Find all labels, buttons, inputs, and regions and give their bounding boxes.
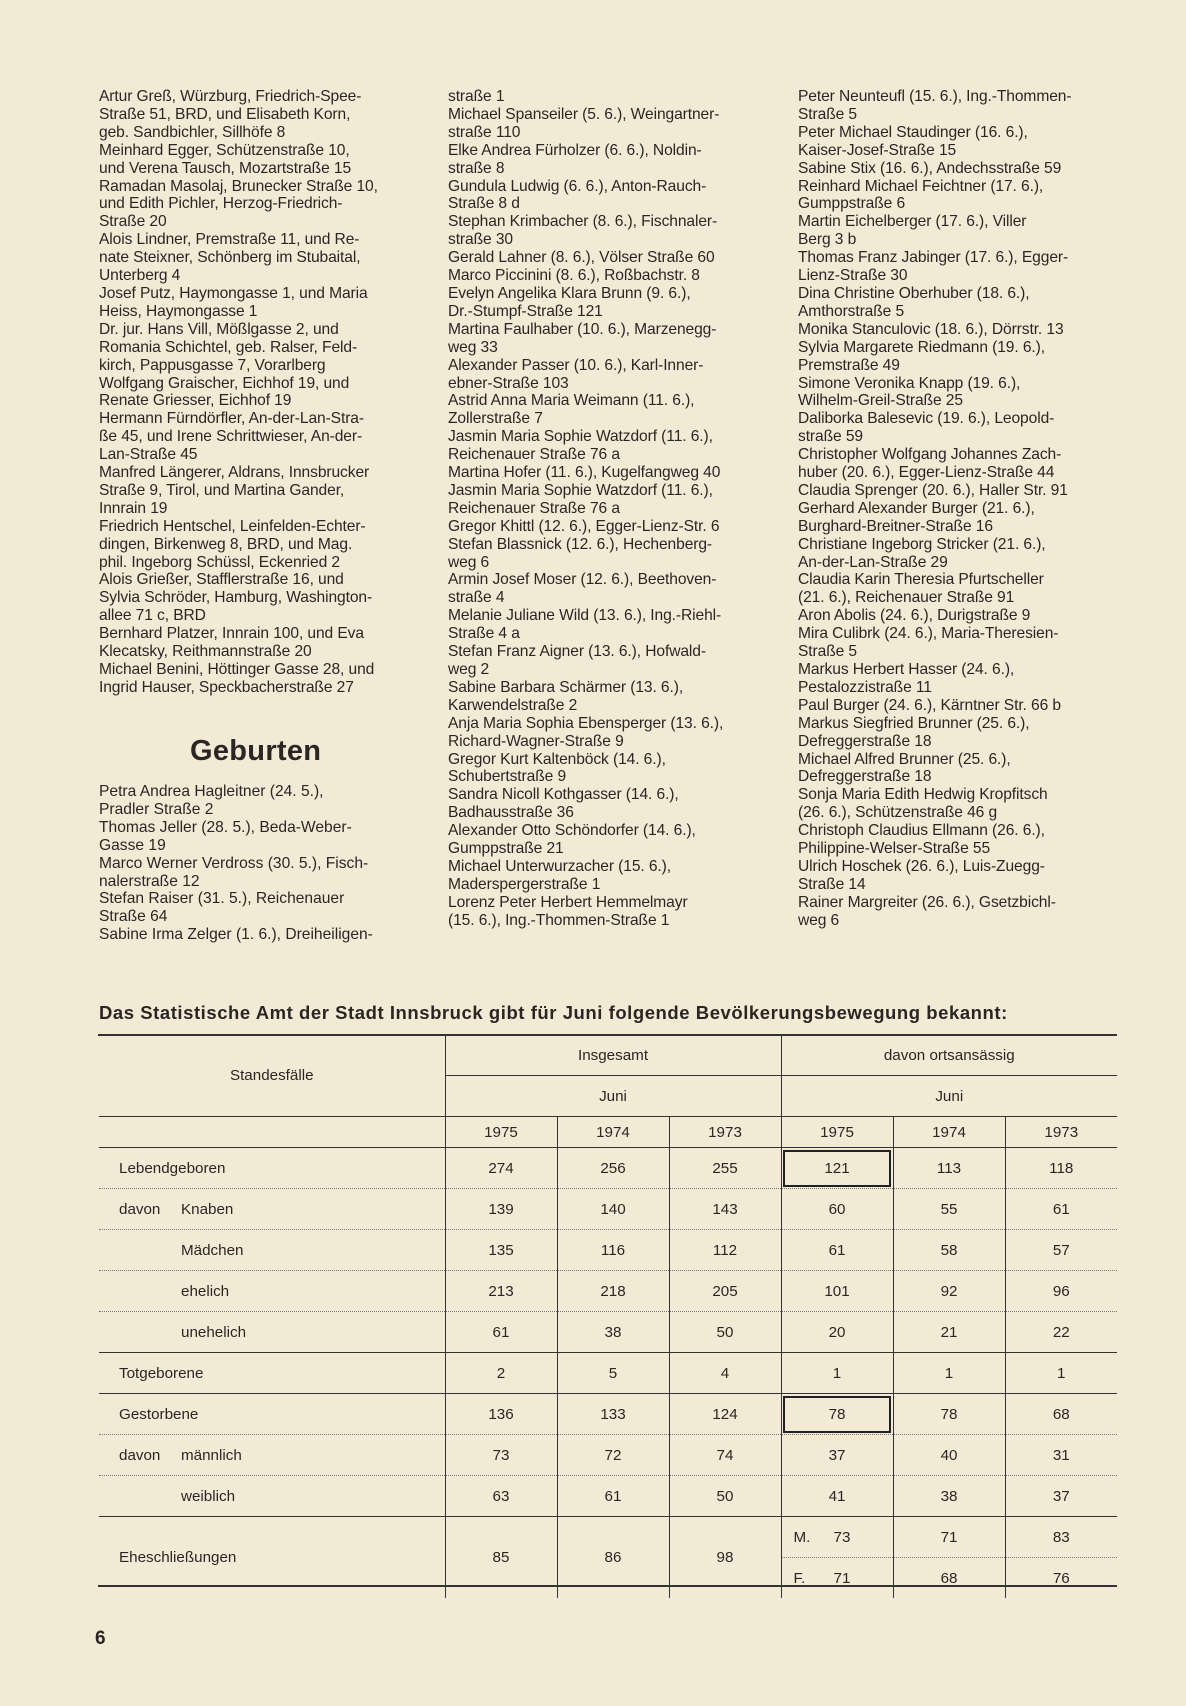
marriage-entry-line: Manfred Längerer, Aldrans, Innsbrucker: [99, 464, 370, 482]
row-label: [99, 1230, 445, 1271]
birth-entry-line: Gundula Ludwig (6. 6.), Anton-Rauch-: [448, 177, 707, 195]
birth-entry-line: straße 59: [798, 428, 863, 446]
marriage-entry-line: Straße 20: [99, 213, 167, 231]
marriage-entry-line: phil. Ingeborg Schüssl, Eckenried 2: [99, 553, 340, 571]
table-cell: 61: [557, 1476, 669, 1517]
birth-entry-line: Christopher Wolfgang Johannes Zach-: [798, 446, 1062, 464]
birth-entry-line: Sabine Irma Zelger (1. 6.), Dreiheiligen-: [99, 926, 373, 944]
table-cell: [893, 1558, 1005, 1599]
table-row: [99, 1271, 1117, 1312]
birth-entry-line: Richard-Wagner-Straße 9: [448, 732, 624, 750]
birth-entry-line: Gumppstraße 21: [448, 840, 564, 858]
birth-entry-line: Alexander Otto Schöndorfer (14. 6.),: [448, 822, 696, 840]
marriage-entry-line: Unterberg 4: [99, 267, 181, 285]
birth-entry-line: Petra Andrea Hagleitner (24. 5.),: [99, 783, 324, 800]
row-label-text: Totgeborene: [119, 1364, 204, 1382]
month-header-local: Juni: [781, 1076, 1117, 1117]
marriage-entry-line: Klecatsky, Reithmannstraße 20: [99, 643, 312, 661]
birth-entry-line: straße 1: [448, 88, 505, 105]
birth-entry-line: Ulrich Hoschek (26. 6.), Luis-Zuegg-: [798, 857, 1045, 875]
birth-entry-line: Philippine-Welser-Straße 55: [798, 840, 991, 858]
birth-entry-line: Rainer Margreiter (26. 6.), Gsetzbichl-: [798, 893, 1056, 911]
birth-entry-line: Jasmin Maria Sophie Watzdorf (11. 6.),: [448, 428, 713, 446]
table-cell: 205: [669, 1271, 781, 1312]
birth-entry-line: Amthorstraße 5: [798, 302, 905, 320]
birth-entry-line: (21. 6.), Reichenauer Straße 91: [798, 589, 1015, 607]
table-cell: [1005, 1558, 1117, 1599]
insgesamt-header: Insgesamt: [445, 1035, 781, 1076]
table-cell: 213: [445, 1271, 557, 1312]
birth-entry-line: Badhausstraße 36: [448, 804, 574, 822]
table-cell: 124: [669, 1394, 781, 1435]
marriage-entry-line: Romania Schichtel, geb. Ralser, Feld-: [99, 338, 358, 356]
birth-entry-line: huber (20. 6.), Egger-Lienz-Straße 44: [798, 464, 1055, 482]
birth-entry-line: Christoph Claudius Ellmann (26. 6.),: [798, 822, 1045, 840]
table-cell: 78: [781, 1394, 893, 1435]
birth-entry-line: weg 33: [448, 338, 498, 356]
marriage-entry-line: Alois Lindner, Premstraße 11, und Re-: [99, 231, 360, 249]
births-column-start: [99, 783, 417, 944]
marriage-entry-line: Bernhard Platzer, Innrain 100, und Eva: [99, 625, 364, 643]
table-cell: 1: [1005, 1353, 1117, 1394]
table-cell: 37: [781, 1435, 893, 1476]
birth-entry-line: Martin Eichelberger (17. 6.), Viller: [798, 213, 1027, 231]
marriage-entry-line: kirch, Pappusgasse 7, Vorarlberg: [99, 356, 326, 374]
year-header: 1974: [893, 1117, 1005, 1148]
birth-entry-line: Stefan Franz Aigner (13. 6.), Hofwald-: [448, 643, 706, 661]
year-header: 1974: [557, 1117, 669, 1148]
birth-entry-line: Christiane Ingeborg Stricker (21. 6.),: [798, 535, 1046, 553]
sex-value: 68: [940, 1569, 958, 1587]
row-label-text: Knaben: [181, 1200, 234, 1218]
birth-entry-line: Pradler Straße 2: [99, 800, 214, 818]
marriage-entry-line: Sylvia Schröder, Hamburg, Washington-: [99, 589, 373, 607]
table-cell: 121: [781, 1148, 893, 1189]
table-row: [99, 1517, 1117, 1558]
birth-entry-line: Markus Herbert Hasser (24. 6.),: [798, 661, 1015, 678]
birth-entry-line: straße 30: [448, 231, 513, 249]
marriage-entry-line: ße 45, und Irene Schrittwieser, An-der-: [99, 428, 363, 446]
birth-entry-line: Martina Faulhaber (10. 6.), Marzenegg-: [448, 320, 717, 338]
year-header: 1973: [1005, 1117, 1117, 1148]
table-cell: 2: [445, 1353, 557, 1394]
table-row: [99, 1189, 1117, 1230]
birth-entry-line: Michael Spanseiler (5. 6.), Weingartner-: [448, 105, 720, 123]
table-cell: 136: [445, 1394, 557, 1435]
birth-entry-line: straße 4: [448, 589, 505, 607]
row-label: [99, 1435, 445, 1476]
standesfaelle-header: Standesfälle: [99, 1035, 445, 1117]
birth-entry-line: Dr.-Stumpf-Straße 121: [448, 302, 603, 320]
marriage-entry-line: Artur Greß, Würzburg, Friedrich-Spee-: [99, 88, 362, 105]
birth-entry-line: Paul Burger (24. 6.), Kärntner Str. 66 b: [798, 696, 1061, 714]
birth-entry-line: Monika Stanculovic (18. 6.), Dörrstr. 13: [798, 320, 1064, 338]
row-label-text: Gestorbene: [119, 1405, 199, 1423]
birth-entry-line: weg 6: [798, 911, 840, 929]
marriage-entry-line: Alois Grießer, Stafflerstraße 16, und: [99, 571, 344, 589]
birth-entry-line: Sabine Barbara Schärmer (13. 6.),: [448, 678, 684, 696]
table-cell: 101: [781, 1271, 893, 1312]
marriage-entry-line: Josef Putz, Haymongasse 1, und Maria: [99, 284, 368, 302]
birth-entry-line: Elke Andrea Fürholzer (6. 6.), Noldin-: [448, 141, 702, 159]
birth-entry-line: Peter Michael Staudinger (16. 6.),: [798, 123, 1028, 141]
birth-entry-line: Astrid Anna Maria Weimann (11. 6.),: [448, 392, 695, 410]
table-cell: 256: [557, 1148, 669, 1189]
table-row: [99, 1476, 1117, 1517]
birth-entry-line: Berg 3 b: [798, 231, 857, 249]
table-cell: 5: [557, 1353, 669, 1394]
sex-prefix: M.: [793, 1528, 811, 1546]
marriage-entry-line: Heiss, Haymongasse 1: [99, 302, 258, 320]
births-heading: Geburten: [190, 735, 322, 767]
table-row: [99, 1148, 1117, 1189]
birth-entry-line: Straße 5: [798, 105, 858, 123]
marriage-entry-line: Straße 51, BRD, und Elisabeth Korn,: [99, 105, 351, 123]
birth-entry-line: Stefan Raiser (31. 5.), Reichenauer: [99, 890, 345, 908]
birth-entry-line: Reichenauer Straße 76 a: [448, 446, 620, 464]
page-number: 6: [95, 1628, 106, 1649]
marriage-entry-line: Dr. jur. Hans Vill, Mößlgasse 2, und: [99, 320, 339, 338]
table-cell: 274: [445, 1148, 557, 1189]
table-cell: 21: [893, 1312, 1005, 1353]
births-column-3: [798, 88, 1116, 930]
table-cell: 113: [893, 1148, 1005, 1189]
table-cell: 85: [445, 1517, 557, 1599]
birth-entry-line: Stefan Blassnick (12. 6.), Hechenberg-: [448, 535, 713, 553]
table-cell: 58: [893, 1230, 1005, 1271]
table-cell: 1: [893, 1353, 1005, 1394]
birth-entry-line: straße 8: [448, 159, 505, 177]
marriage-entry-line: und Verena Tausch, Mozartstraße 15: [99, 159, 352, 177]
birth-entry-line: Alexander Passer (10. 6.), Karl-Inner-: [448, 356, 704, 374]
marriage-entry-line: geb. Sandbichler, Sillhöfe 8: [99, 123, 286, 141]
table-cell: 61: [1005, 1189, 1117, 1230]
table-cell: 72: [557, 1435, 669, 1476]
row-label-text: ehelich: [181, 1282, 230, 1300]
table-cell: 57: [1005, 1230, 1117, 1271]
marriage-entry-line: dingen, Birkenweg 8, BRD, und Mag.: [99, 535, 353, 553]
table-cell: 22: [1005, 1312, 1117, 1353]
table-cell: 140: [557, 1189, 669, 1230]
birth-entry-line: Gregor Kurt Kaltenböck (14. 6.),: [448, 750, 666, 768]
sex-value: 71: [940, 1528, 958, 1546]
table-cell: 86: [557, 1517, 669, 1599]
table-cell: 118: [1005, 1148, 1117, 1189]
table-cell: 40: [893, 1435, 1005, 1476]
birth-entry-line: Simone Veronika Knapp (19. 6.),: [798, 374, 1021, 392]
table-cell: 143: [669, 1189, 781, 1230]
marriage-entry-line: Lan-Straße 45: [99, 446, 198, 464]
table-cell: 41: [781, 1476, 893, 1517]
birth-entry-line: Thomas Jeller (28. 5.), Beda-Weber-: [99, 818, 352, 836]
table-row: [99, 1230, 1117, 1271]
marriage-entry-line: Hermann Fürndörfler, An-der-Lan-Stra-: [99, 410, 364, 428]
table-row: [99, 1312, 1117, 1353]
row-prefix: davon: [119, 1200, 161, 1218]
row-label: [99, 1312, 445, 1353]
year-header: 1975: [445, 1117, 557, 1148]
table-cell: 20: [781, 1312, 893, 1353]
birth-entry-line: Gerald Lahner (8. 6.), Völser Straße 60: [448, 249, 715, 267]
sex-value: 83: [1052, 1528, 1070, 1546]
table-row: [99, 1394, 1117, 1435]
row-label: Eheschließungen: [119, 1549, 237, 1566]
birth-entry-line: Aron Abolis (24. 6.), Durigstraße 9: [798, 607, 1031, 625]
birth-entry-line: Straße 5: [798, 643, 858, 661]
year-header: 1975: [781, 1117, 893, 1148]
sex-value: 71: [833, 1569, 851, 1587]
birth-entry-line: (15. 6.), Ing.-Thommen-Straße 1: [448, 911, 670, 929]
table-cell: 55: [893, 1189, 1005, 1230]
table-cell: 61: [445, 1312, 557, 1353]
table-cell: 68: [1005, 1394, 1117, 1435]
row-label: [99, 1189, 445, 1230]
birth-entry-line: weg 6: [448, 553, 490, 571]
birth-entry-line: Straße 4 a: [448, 625, 520, 643]
table-row: [99, 1435, 1117, 1476]
month-header-total: Juni: [445, 1076, 781, 1117]
birth-entry-line: Anja Maria Sophia Ebensperger (13. 6.),: [448, 714, 724, 732]
birth-entry-line: Maderspergerstraße 1: [448, 875, 601, 893]
table-cell: [781, 1558, 893, 1599]
sex-prefix: F.: [793, 1569, 806, 1587]
birth-entry-line: Reinhard Michael Feichtner (17. 6.),: [798, 177, 1044, 195]
birth-entry-line: Markus Siegfried Brunner (25. 6.),: [798, 714, 1030, 732]
birth-entry-line: Marco Werner Verdross (30. 5.), Fisch-: [99, 854, 369, 872]
birth-entry-line: Reichenauer Straße 76 a: [448, 499, 620, 517]
table-row: [99, 1353, 1117, 1394]
table-cell: 255: [669, 1148, 781, 1189]
marriage-entry-line: Michael Benini, Höttinger Gasse 28, und: [99, 661, 375, 678]
table-cell: 1: [781, 1353, 893, 1394]
birth-entry-line: Sabine Stix (16. 6.), Andechsstraße 59: [798, 159, 1062, 177]
birth-entry-line: Michael Unterwurzacher (15. 6.),: [448, 857, 671, 875]
birth-entry-line: weg 2: [448, 661, 490, 678]
table-cell: 50: [669, 1312, 781, 1353]
table-cell: 50: [669, 1476, 781, 1517]
row-prefix: davon: [119, 1446, 161, 1464]
row-label-text: unehelich: [181, 1323, 247, 1341]
birth-entry-line: Lienz-Straße 30: [798, 267, 908, 285]
birth-entry-line: Jasmin Maria Sophie Watzdorf (11. 6.),: [448, 481, 713, 499]
table-cell: 31: [1005, 1435, 1117, 1476]
birth-entry-line: Zollerstraße 7: [448, 410, 543, 428]
birth-entry-line: Karwendelstraße 2: [448, 696, 578, 714]
birth-entry-line: Schubertstraße 9: [448, 768, 567, 786]
birth-entry-line: Sylvia Margarete Riedmann (19. 6.),: [798, 338, 1045, 356]
birth-entry-line: Defreggerstraße 18: [798, 768, 932, 786]
sex-value: 76: [1052, 1569, 1070, 1587]
year-header: 1973: [669, 1117, 781, 1148]
marriages-column: [99, 88, 417, 697]
birth-entry-line: nalerstraße 12: [99, 872, 200, 890]
statistics-title: Das Statistische Amt der Stadt Innsbruck gibt für Juni folgende Bevölkerungsbewegung bekannt:: [99, 1002, 1008, 1023]
birth-entry-line: Burghard-Breitner-Straße 16: [798, 517, 993, 535]
table-cell: 4: [669, 1353, 781, 1394]
birth-entry-line: Stephan Krimbacher (8. 6.), Fischnaler-: [448, 213, 718, 231]
marriage-entry-line: Wolfgang Graischer, Eichhof 19, und: [99, 374, 350, 392]
table-cell: 61: [781, 1230, 893, 1271]
birth-entry-line: Gerhard Alexander Burger (21. 6.),: [798, 499, 1035, 517]
birth-entry-line: Mira Culibrk (24. 6.), Maria-Theresien-: [798, 625, 1059, 643]
births-column-2: [448, 88, 766, 930]
marriage-entry-line: Ingrid Hauser, Speckbacherstraße 27: [99, 678, 354, 696]
marriage-entry-line: und Edith Pichler, Herzog-Friedrich-: [99, 195, 343, 213]
birth-entry-line: Premstraße 49: [798, 356, 900, 374]
row-label-text: Lebendgeboren: [119, 1159, 226, 1177]
birth-entry-line: Melanie Juliane Wild (13. 6.), Ing.-Riehl-: [448, 607, 722, 625]
table-cell: 78: [893, 1394, 1005, 1435]
birth-entry-line: ebner-Straße 103: [448, 374, 569, 392]
birth-entry-line: Claudia Karin Theresia Pfurtscheller: [798, 571, 1044, 589]
table-cell: 218: [557, 1271, 669, 1312]
marriage-entry-line: Friedrich Hentschel, Leinfelden-Echter-: [99, 517, 366, 535]
birth-entry-line: straße 110: [448, 123, 521, 141]
table-cell: 63: [445, 1476, 557, 1517]
table-cell: 139: [445, 1189, 557, 1230]
table-cell: 96: [1005, 1271, 1117, 1312]
birth-entry-line: Straße 64: [99, 908, 168, 926]
table-cell: 37: [1005, 1476, 1117, 1517]
birth-entry-line: Sonja Maria Edith Hedwig Kropfitsch: [798, 786, 1048, 804]
statistics-table: [99, 1035, 1117, 1598]
birth-entry-line: Daliborka Balesevic (19. 6.), Leopold-: [798, 410, 1055, 428]
birth-entry-line: Armin Josef Moser (12. 6.), Beethoven-: [448, 571, 717, 589]
marriage-entry-line: Renate Griesser, Eichhof 19: [99, 392, 292, 410]
birth-entry-line: Gumppstraße 6: [798, 195, 906, 213]
birth-entry-line: Martina Hofer (11. 6.), Kugelfangweg 40: [448, 464, 721, 482]
row-label-text: Mädchen: [181, 1241, 244, 1259]
birth-entry-line: Sandra Nicoll Kothgasser (14. 6.),: [448, 786, 679, 804]
marriage-entry-line: allee 71 c, BRD: [99, 607, 206, 625]
row-label: [99, 1271, 445, 1312]
row-label-text: weiblich: [181, 1487, 236, 1505]
birth-entry-line: Dina Christine Oberhuber (18. 6.),: [798, 284, 1030, 302]
birth-entry-line: Marco Piccinini (8. 6.), Roßbachstr. 8: [448, 267, 700, 285]
table-cell: 60: [781, 1189, 893, 1230]
table-cell: 112: [669, 1230, 781, 1271]
birth-entry-line: Lorenz Peter Herbert Hemmelmayr: [448, 893, 688, 911]
sex-value: 73: [833, 1528, 851, 1546]
birth-entry-line: Pestalozzistraße 11: [798, 678, 932, 696]
birth-entry-line: Michael Alfred Brunner (25. 6.),: [798, 750, 1011, 768]
birth-entry-line: (26. 6.), Schützenstraße 46 g: [798, 804, 998, 822]
table-cell: 116: [557, 1230, 669, 1271]
birth-entry-line: Wilhelm-Greil-Straße 25: [798, 392, 963, 410]
marriage-entry-line: Ramadan Masolaj, Brunecker Straße 10,: [99, 177, 378, 195]
birth-entry-line: Gasse 19: [99, 836, 166, 854]
table-cell: 38: [557, 1312, 669, 1353]
marriage-entry-line: Straße 9, Tirol, und Martina Gander,: [99, 481, 345, 499]
birth-entry-line: Evelyn Angelika Klara Brunn (9. 6.),: [448, 284, 691, 302]
birth-entry-line: Peter Neunteufl (15. 6.), Ing.-Thommen-: [798, 88, 1072, 105]
row-label: [99, 1394, 445, 1435]
row-label: [99, 1148, 445, 1189]
table-cell: [893, 1517, 1005, 1558]
birth-entry-line: Kaiser-Josef-Straße 15: [798, 141, 957, 159]
birth-entry-line: Claudia Sprenger (20. 6.), Haller Str. 91: [798, 481, 1068, 499]
birth-entry-line: Straße 8 d: [448, 195, 520, 213]
marriage-entry-line: Meinhard Egger, Schützenstraße 10,: [99, 141, 350, 159]
birth-entry-line: An-der-Lan-Straße 29: [798, 553, 948, 571]
birth-entry-line: Gregor Khittl (12. 6.), Egger-Lienz-Str. 6: [448, 517, 720, 535]
table-cell: 92: [893, 1271, 1005, 1312]
row-label-text: männlich: [181, 1446, 242, 1464]
table-cell: [781, 1517, 893, 1558]
table-cell: 98: [669, 1517, 781, 1599]
table-cell: 73: [445, 1435, 557, 1476]
birth-entry-line: Defreggerstraße 18: [798, 732, 932, 750]
marriage-entry-line: Innrain 19: [99, 499, 168, 517]
table-cell: 74: [669, 1435, 781, 1476]
marriage-entry-line: nate Steixner, Schönberg im Stubaital,: [99, 249, 361, 267]
table-cell: [1005, 1517, 1117, 1558]
row-label: [99, 1353, 445, 1394]
ortsansaessig-header: davon ortsansässig: [781, 1035, 1117, 1076]
table-cell: 135: [445, 1230, 557, 1271]
birth-entry-line: Thomas Franz Jabinger (17. 6.), Egger-: [798, 249, 1069, 267]
row-label: [99, 1476, 445, 1517]
birth-entry-line: Straße 14: [798, 875, 866, 893]
table-cell: 133: [557, 1394, 669, 1435]
empty-header-cell: [99, 1117, 445, 1148]
table-cell: 38: [893, 1476, 1005, 1517]
